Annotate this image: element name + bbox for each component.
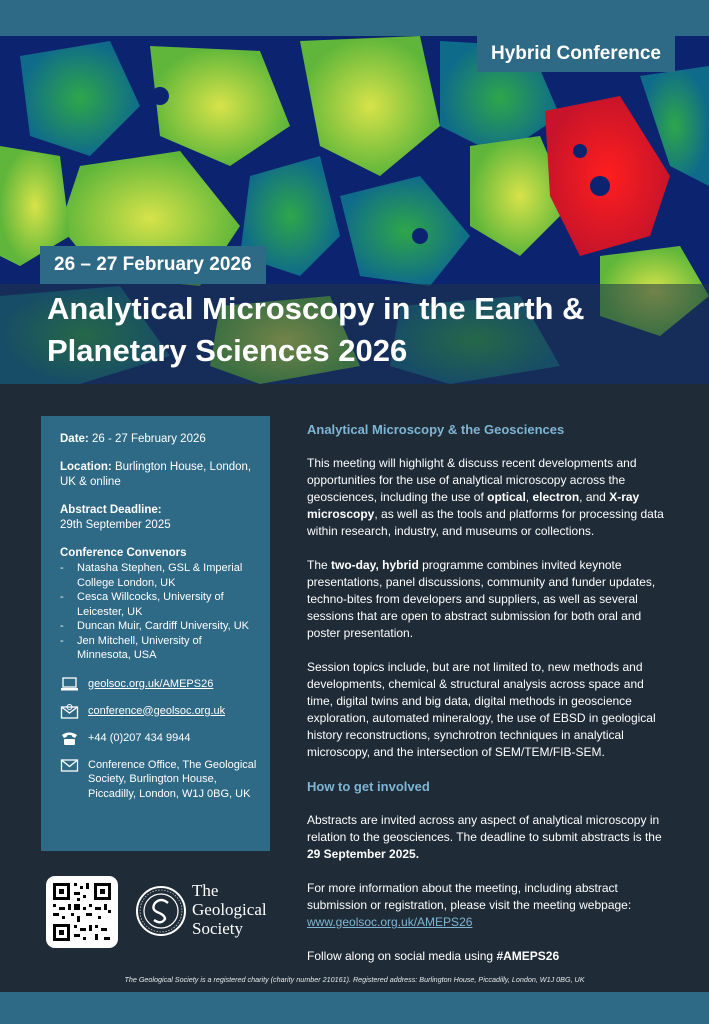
qr-code[interactable]	[46, 876, 118, 948]
phone-icon	[60, 731, 79, 746]
postal-address: Conference Office, The Geological Society, Burlington House, Piccadilly, London, W1J 0BG, UK	[88, 758, 257, 800]
laptop-icon	[60, 677, 79, 692]
abstracts-paragraph: Abstracts are invited across any aspect of analytical microscopy in relation to the geosciences. The deadline to submit abstracts is the 29 September 2025.	[307, 813, 662, 861]
convenor-item: - Duncan Muir, Cardiff University, UK	[60, 619, 258, 634]
email-link[interactable]: conference@geolsoc.org.uk	[88, 704, 226, 717]
phone-contact	[60, 731, 258, 746]
logo-wordmark: The Geological Society	[192, 881, 267, 938]
web-contact	[60, 677, 258, 692]
hero-banner	[0, 36, 709, 384]
date-info: Date: 26 - 27 February 2026	[60, 433, 206, 445]
page-title: Analytical Microscopy in the Earth & Planetary Sciences 2026	[47, 291, 585, 368]
meeting-webpage-link[interactable]: www.geolsoc.org.uk/AMEPS26	[307, 915, 473, 929]
hashtag: #AMEPS26	[496, 949, 560, 963]
email-icon	[60, 704, 79, 719]
address-contact	[60, 758, 258, 802]
intro-paragraph: This meeting will highlight & discuss recent developments and opportunities for the use of analytical microscopy across the geosciences, including the use of optical, electron, and X-ray microscopy, as well as the tools and platforms for processing data within research, industry, and museums or collections.	[307, 456, 664, 538]
email-contact	[60, 704, 258, 719]
section-heading-geosciences: Analytical Microscopy & the Geosciences	[307, 422, 565, 437]
programme-paragraph: The two-day, hybrid programme combines invited keynote presentations, panel discussions, community and funder updates, techno-bites from developers and suppliers, as well as several sessions that are open to abstract submission for both oral and poster presentation.	[307, 558, 656, 640]
info-box	[41, 416, 270, 851]
convenors-heading: Conference Convenors	[60, 546, 187, 559]
qr-code-image	[46, 876, 118, 948]
charity-footer: The Geological Society is a registered charity (charity number 210161). Registered address: Burlington House, Piccadilly, London, W1J 0BG, UK	[124, 975, 585, 984]
bottom-band	[0, 992, 709, 1024]
date-tag: 26 – 27 February 2026	[40, 246, 266, 284]
more-info-paragraph: For more information about the meeting, including abstract submission or registration, please visit the meeting webpage: www.geolsoc.org.uk/AMEPS26	[307, 881, 632, 929]
envelope-icon	[60, 758, 79, 773]
geological-society-logo	[135, 878, 275, 944]
convenor-item: - Jen Mitchell, University of Minnesota, USA	[60, 634, 258, 663]
convenor-item: - Cesca Willcocks, University of Leicester, UK	[60, 590, 258, 619]
phone-number: +44 (0)207 434 9944	[88, 731, 191, 744]
location-info: Location: Burlington House, London, UK & online	[60, 460, 252, 488]
main-content	[307, 421, 669, 982]
topics-paragraph: Session topics include, but are not limited to, new methods and developments, chemical & structural analysis across space and time, digital twins and big data, digital methods in geoscience exploration, automated mineralogy, the use of EBSD in geological history reconstructions, synchrotron techniques in analytical microscopy, and the intersection of SEM/TEM/FIB-SEM.	[307, 660, 656, 759]
convenor-item: - Natasha Stephen, GSL & Imperial College London, UK	[60, 561, 258, 590]
web-link[interactable]: geolsoc.org.uk/AMEPS26	[88, 677, 214, 690]
top-band	[0, 0, 709, 36]
deadline-info: Abstract Deadline: 29th September 2025	[60, 503, 171, 531]
hybrid-conference-tag: Hybrid Conference	[477, 36, 675, 72]
society-seal-icon	[135, 885, 187, 937]
convenors-list	[60, 561, 258, 663]
social-paragraph: Follow along on social media using #AMEPS26	[307, 949, 560, 963]
section-heading-get-involved: How to get involved	[307, 779, 430, 794]
